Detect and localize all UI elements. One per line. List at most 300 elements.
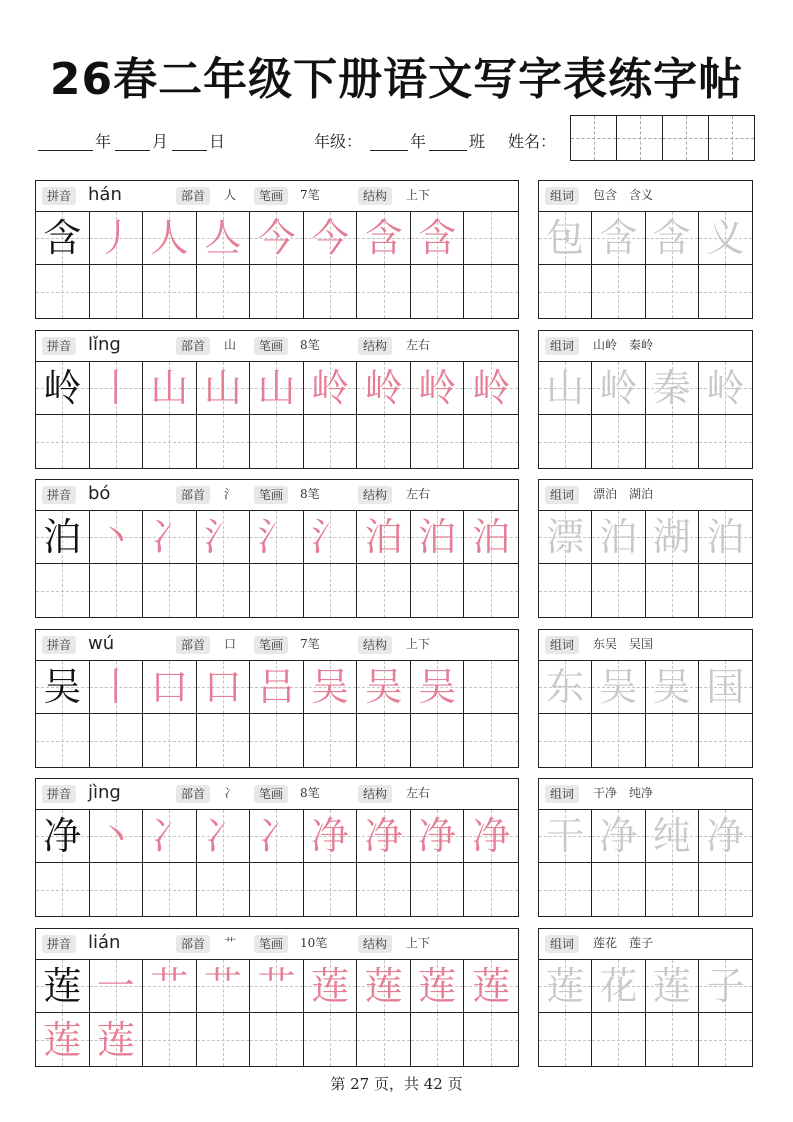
- practice-cell[interactable]: [357, 863, 411, 916]
- practice-cell[interactable]: [464, 564, 518, 617]
- practice-cell[interactable]: [90, 415, 144, 468]
- practice-cell[interactable]: [411, 511, 465, 564]
- word-cell[interactable]: [539, 661, 592, 714]
- word-cell[interactable]: [646, 265, 699, 318]
- practice-cell[interactable]: [143, 212, 197, 265]
- stroke-step: 艹: [203, 964, 242, 1008]
- practice-cell[interactable]: [357, 415, 411, 468]
- word-cell[interactable]: [539, 212, 592, 265]
- word-cell[interactable]: [539, 810, 592, 863]
- word-cell[interactable]: [699, 661, 752, 714]
- word-cell[interactable]: [646, 511, 699, 564]
- trace-character: 吴: [652, 665, 691, 709]
- stroke-step: 含: [418, 216, 457, 260]
- character-block: [35, 180, 519, 319]
- words-row: [539, 265, 752, 318]
- words-block: [538, 778, 753, 917]
- practice-cell[interactable]: [143, 863, 197, 916]
- word-cell[interactable]: [539, 1013, 592, 1066]
- stroke-step: 岭: [311, 366, 350, 410]
- stroke-step: 泊: [364, 515, 403, 559]
- year-label: 年: [95, 132, 112, 151]
- practice-cell[interactable]: [357, 212, 411, 265]
- stroke-step: 净: [472, 814, 511, 858]
- practice-row: [36, 362, 518, 415]
- trace-character: 泊: [599, 515, 638, 559]
- practice-cell[interactable]: [143, 564, 197, 617]
- practice-cell[interactable]: [464, 863, 518, 916]
- pinyin-label: 拼音: [42, 337, 76, 355]
- word-cell[interactable]: [539, 960, 592, 1013]
- name-grid[interactable]: [570, 115, 755, 161]
- word-cell[interactable]: [646, 863, 699, 916]
- word-cell[interactable]: [592, 661, 645, 714]
- practice-cell[interactable]: [197, 714, 251, 767]
- word-cell[interactable]: [646, 714, 699, 767]
- radical-value: 人: [224, 188, 237, 202]
- stroke-step: 山: [203, 366, 242, 410]
- stroke-step: 氵: [257, 515, 296, 559]
- practice-cell[interactable]: [250, 810, 304, 863]
- stroke-step: 岭: [364, 366, 403, 410]
- practice-cell[interactable]: [90, 564, 144, 617]
- trace-character: 花: [599, 964, 638, 1008]
- word-cell[interactable]: [592, 212, 645, 265]
- practice-row: [36, 810, 518, 863]
- stroke-step: 口: [203, 665, 242, 709]
- practice-cell[interactable]: [197, 1013, 251, 1066]
- character-block: [35, 778, 519, 917]
- practice-cell[interactable]: [357, 714, 411, 767]
- words-row: [539, 960, 752, 1013]
- practice-cell[interactable]: [36, 511, 90, 564]
- words-row: [539, 564, 752, 617]
- words-label: 组词: [545, 486, 579, 504]
- stroke-step: 含: [364, 216, 403, 260]
- trace-character: 秦: [652, 366, 691, 410]
- word-cell[interactable]: [699, 564, 752, 617]
- character-block: [35, 928, 519, 1067]
- word-cell[interactable]: [592, 810, 645, 863]
- word-cell[interactable]: [699, 810, 752, 863]
- words-label: 组词: [545, 337, 579, 355]
- pinyin-value: lián: [88, 932, 121, 953]
- practice-cell[interactable]: [36, 265, 90, 318]
- practice-cell[interactable]: [250, 863, 304, 916]
- strokes-value: 7笔: [300, 637, 320, 651]
- word-cell[interactable]: [646, 1013, 699, 1066]
- words-value: 东吴 吴国: [593, 637, 654, 651]
- word-cell[interactable]: [699, 415, 752, 468]
- class-label: 班: [469, 132, 486, 151]
- strokes-value: 8笔: [300, 338, 320, 352]
- practice-cell[interactable]: [90, 810, 144, 863]
- strokes-label: 笔画: [254, 785, 288, 803]
- practice-cell[interactable]: [357, 661, 411, 714]
- word-cell[interactable]: [592, 362, 645, 415]
- structure-value: 上下: [406, 936, 431, 950]
- character-header: [36, 779, 518, 810]
- trace-character: 净: [706, 814, 745, 858]
- practice-cell[interactable]: [411, 714, 465, 767]
- practice-cell[interactable]: [197, 661, 251, 714]
- word-cell[interactable]: [699, 265, 752, 318]
- practice-cell[interactable]: [90, 661, 144, 714]
- pinyin-label: 拼音: [42, 486, 76, 504]
- practice-cell[interactable]: [197, 511, 251, 564]
- trace-character: 包: [546, 216, 585, 260]
- practice-cell[interactable]: [197, 960, 251, 1013]
- name-cell[interactable]: [571, 116, 617, 160]
- practice-cell[interactable]: [304, 810, 358, 863]
- name-cell[interactable]: [663, 116, 709, 160]
- practice-cell[interactable]: [464, 1013, 518, 1066]
- stroke-step: 人: [150, 216, 189, 260]
- practice-cell[interactable]: [357, 1013, 411, 1066]
- practice-cell[interactable]: [36, 810, 90, 863]
- stroke-step: 吴: [364, 665, 403, 709]
- model-character: 岭: [43, 366, 82, 410]
- word-cell[interactable]: [699, 511, 752, 564]
- stroke-step: 山: [257, 366, 296, 410]
- words-row: [539, 810, 752, 863]
- practice-row: [36, 1013, 518, 1066]
- practice-row: [36, 863, 518, 916]
- practice-cell[interactable]: [464, 415, 518, 468]
- words-label: 组词: [545, 636, 579, 654]
- trace-character: 子: [706, 964, 745, 1008]
- stroke-step: 艹: [150, 964, 189, 1008]
- word-cell[interactable]: [592, 863, 645, 916]
- trace-character: 漂: [546, 515, 585, 559]
- stroke-step: 莲: [472, 964, 511, 1008]
- practice-cell[interactable]: [304, 1013, 358, 1066]
- practice-cell[interactable]: [304, 265, 358, 318]
- practice-cell[interactable]: [197, 863, 251, 916]
- structure-label: 结构: [358, 785, 392, 803]
- stroke-step: 一: [96, 964, 135, 1008]
- stroke-step: 亼: [203, 216, 242, 260]
- practice-cell[interactable]: [143, 511, 197, 564]
- word-cell[interactable]: [592, 415, 645, 468]
- stroke-step: 今: [257, 216, 296, 260]
- practice-cell[interactable]: [250, 1013, 304, 1066]
- strokes-label: 笔画: [254, 935, 288, 953]
- word-cell[interactable]: [699, 362, 752, 415]
- month-blank[interactable]: [115, 130, 150, 151]
- trace-character: 含: [599, 216, 638, 260]
- word-cell[interactable]: [699, 1013, 752, 1066]
- radical-value: 口: [224, 637, 237, 651]
- practice-cell[interactable]: [36, 661, 90, 714]
- trace-character: 吴: [599, 665, 638, 709]
- practice-cell[interactable]: [36, 212, 90, 265]
- page-title: 26春二年级下册语文写字表练字帖: [49, 54, 744, 105]
- practice-cell[interactable]: [411, 362, 465, 415]
- word-cell[interactable]: [592, 1013, 645, 1066]
- word-cell[interactable]: [646, 960, 699, 1013]
- radical-label: 部首: [176, 337, 210, 355]
- practice-cell[interactable]: [464, 362, 518, 415]
- pinyin-value: wú: [88, 633, 115, 654]
- practice-cell[interactable]: [304, 960, 358, 1013]
- practice-cell[interactable]: [36, 960, 90, 1013]
- character-header: [36, 331, 518, 362]
- pinyin-value: bó: [88, 483, 111, 504]
- radical-label: 部首: [176, 187, 210, 205]
- word-cell[interactable]: [539, 415, 592, 468]
- practice-cell[interactable]: [411, 564, 465, 617]
- trace-character: 东: [546, 665, 585, 709]
- character-header: [36, 181, 518, 212]
- pinyin-value: lǐng: [88, 334, 121, 355]
- word-cell[interactable]: [539, 564, 592, 617]
- practice-cell[interactable]: [36, 714, 90, 767]
- stroke-step: 丨: [96, 665, 135, 709]
- strokes-value: 10笔: [300, 936, 328, 950]
- practice-cell[interactable]: [36, 863, 90, 916]
- stroke-step: 冫: [150, 814, 189, 858]
- pinyin-label: 拼音: [42, 636, 76, 654]
- words-row: [539, 212, 752, 265]
- trace-character: 湖: [652, 515, 691, 559]
- practice-cell[interactable]: [250, 564, 304, 617]
- word-cell[interactable]: [699, 212, 752, 265]
- practice-cell[interactable]: [143, 362, 197, 415]
- stroke-step: 岭: [472, 366, 511, 410]
- strokes-label: 笔画: [254, 187, 288, 205]
- practice-cell[interactable]: [197, 265, 251, 318]
- practice-row: [36, 511, 518, 564]
- practice-cell[interactable]: [357, 265, 411, 318]
- practice-cell[interactable]: [411, 661, 465, 714]
- trace-character: 泊: [706, 515, 745, 559]
- practice-cell[interactable]: [304, 511, 358, 564]
- words-label: 组词: [545, 187, 579, 205]
- grade-label: 年级：: [314, 132, 363, 151]
- trace-character: 干: [546, 814, 585, 858]
- practice-cell[interactable]: [304, 415, 358, 468]
- radical-value: 艹: [224, 936, 237, 950]
- structure-value: 左右: [406, 786, 431, 800]
- stroke-step: 山: [150, 366, 189, 410]
- words-row: [539, 415, 752, 468]
- words-block: [538, 629, 753, 768]
- practice-cell[interactable]: [304, 564, 358, 617]
- practice-cell[interactable]: [411, 265, 465, 318]
- page-footer: 第 27 页，共 42 页: [330, 1075, 463, 1093]
- words-header: [539, 779, 752, 810]
- practice-cell[interactable]: [304, 212, 358, 265]
- word-cell[interactable]: [592, 564, 645, 617]
- word-cell[interactable]: [699, 960, 752, 1013]
- word-cell[interactable]: [646, 810, 699, 863]
- practice-cell[interactable]: [357, 810, 411, 863]
- practice-cell[interactable]: [90, 511, 144, 564]
- practice-cell[interactable]: [36, 415, 90, 468]
- practice-cell[interactable]: [304, 863, 358, 916]
- word-cell[interactable]: [646, 415, 699, 468]
- practice-cell[interactable]: [464, 661, 518, 714]
- word-cell[interactable]: [539, 863, 592, 916]
- stroke-step: 吴: [418, 665, 457, 709]
- practice-cell[interactable]: [357, 960, 411, 1013]
- words-block: [538, 479, 753, 618]
- practice-cell[interactable]: [250, 362, 304, 415]
- structure-label: 结构: [358, 636, 392, 654]
- practice-cell[interactable]: [90, 863, 144, 916]
- practice-cell[interactable]: [197, 564, 251, 617]
- practice-cell[interactable]: [90, 714, 144, 767]
- stroke-step: 净: [311, 814, 350, 858]
- word-cell[interactable]: [539, 265, 592, 318]
- practice-cell[interactable]: [143, 960, 197, 1013]
- strokes-value: 8笔: [300, 786, 320, 800]
- word-cell[interactable]: [699, 714, 752, 767]
- word-cell[interactable]: [646, 564, 699, 617]
- practice-cell[interactable]: [411, 960, 465, 1013]
- stroke-step: 丶: [96, 814, 135, 858]
- stroke-step: 氵: [203, 515, 242, 559]
- practice-cell[interactable]: [143, 661, 197, 714]
- practice-cell[interactable]: [250, 415, 304, 468]
- words-block: [538, 180, 753, 319]
- practice-cell[interactable]: [464, 960, 518, 1013]
- practice-cell[interactable]: [36, 362, 90, 415]
- practice-cell[interactable]: [143, 810, 197, 863]
- practice-cell[interactable]: [464, 810, 518, 863]
- character-block: [35, 629, 519, 768]
- practice-cell[interactable]: [90, 265, 144, 318]
- strokes-label: 笔画: [254, 486, 288, 504]
- practice-cell[interactable]: [250, 265, 304, 318]
- day-label: 日: [209, 132, 226, 151]
- practice-cell[interactable]: [250, 212, 304, 265]
- practice-cell[interactable]: [250, 511, 304, 564]
- model-character: 泊: [43, 515, 82, 559]
- practice-cell[interactable]: [411, 212, 465, 265]
- practice-cell[interactable]: [143, 415, 197, 468]
- practice-cell[interactable]: [304, 714, 358, 767]
- practice-cell[interactable]: [250, 661, 304, 714]
- practice-cell[interactable]: [250, 714, 304, 767]
- practice-cell[interactable]: [464, 212, 518, 265]
- practice-cell[interactable]: [250, 960, 304, 1013]
- practice-cell[interactable]: [143, 1013, 197, 1066]
- practice-cell[interactable]: [357, 511, 411, 564]
- stroke-step: 丨: [96, 366, 135, 410]
- practice-cell[interactable]: [464, 511, 518, 564]
- practice-cell[interactable]: [411, 415, 465, 468]
- stroke-step: 丿: [96, 216, 135, 260]
- grade-blank[interactable]: [370, 130, 408, 151]
- structure-value: 左右: [406, 338, 431, 352]
- word-cell[interactable]: [539, 714, 592, 767]
- stroke-step: 艹: [257, 964, 296, 1008]
- words-block: [538, 330, 753, 469]
- practice-cell[interactable]: [143, 265, 197, 318]
- radical-label: 部首: [176, 486, 210, 504]
- word-cell[interactable]: [539, 511, 592, 564]
- stroke-step: 净: [418, 814, 457, 858]
- practice-cell[interactable]: [90, 362, 144, 415]
- practice-cell[interactable]: [197, 810, 251, 863]
- practice-cell[interactable]: [464, 714, 518, 767]
- practice-cell[interactable]: [36, 564, 90, 617]
- class-blank[interactable]: [429, 130, 467, 151]
- trace-character: 纯: [652, 814, 691, 858]
- practice-cell[interactable]: [411, 810, 465, 863]
- word-cell[interactable]: [592, 714, 645, 767]
- practice-cell[interactable]: [304, 661, 358, 714]
- word-cell[interactable]: [592, 960, 645, 1013]
- practice-cell[interactable]: [464, 265, 518, 318]
- words-block: [538, 928, 753, 1067]
- words-value: 包含 含义: [593, 188, 654, 202]
- pinyin-label: 拼音: [42, 785, 76, 803]
- words-row: [539, 362, 752, 415]
- practice-cell[interactable]: [411, 1013, 465, 1066]
- word-cell[interactable]: [592, 511, 645, 564]
- structure-value: 上下: [406, 637, 431, 651]
- practice-cell[interactable]: [304, 362, 358, 415]
- practice-cell[interactable]: [411, 863, 465, 916]
- practice-cell[interactable]: [197, 362, 251, 415]
- words-value: 干净 纯净: [593, 786, 654, 800]
- word-cell[interactable]: [592, 265, 645, 318]
- stroke-step: 莲: [418, 964, 457, 1008]
- character-block: [35, 479, 519, 618]
- word-cell[interactable]: [646, 362, 699, 415]
- words-value: 漂泊 湖泊: [593, 487, 654, 501]
- words-row: [539, 661, 752, 714]
- words-row: [539, 511, 752, 564]
- character-block: [35, 330, 519, 469]
- practice-cell[interactable]: [357, 362, 411, 415]
- name-cell[interactable]: [617, 116, 663, 160]
- trace-character: 莲: [652, 964, 691, 1008]
- practice-cell[interactable]: [90, 1013, 144, 1066]
- trace-character: 净: [599, 814, 638, 858]
- year-blank[interactable]: [38, 130, 93, 151]
- practice-cell[interactable]: [90, 960, 144, 1013]
- strokes-label: 笔画: [254, 636, 288, 654]
- practice-cell[interactable]: [197, 415, 251, 468]
- character-header: [36, 929, 518, 960]
- day-blank[interactable]: [172, 130, 207, 151]
- words-value: 莲花 莲子: [593, 936, 654, 950]
- stroke-step: 口: [150, 665, 189, 709]
- trace-character: 国: [706, 665, 745, 709]
- practice-cell[interactable]: [197, 212, 251, 265]
- radical-label: 部首: [176, 935, 210, 953]
- model-character: 净: [43, 814, 82, 858]
- word-cell[interactable]: [539, 362, 592, 415]
- word-cell[interactable]: [646, 661, 699, 714]
- stroke-step: 莲: [311, 964, 350, 1008]
- stroke-step: 莲: [96, 1017, 135, 1062]
- practice-cell[interactable]: [143, 714, 197, 767]
- word-cell[interactable]: [646, 212, 699, 265]
- words-header: [539, 480, 752, 511]
- practice-cell[interactable]: [90, 212, 144, 265]
- practice-cell[interactable]: [36, 1013, 90, 1066]
- stroke-step: 泊: [418, 515, 457, 559]
- trace-character: 山: [546, 366, 585, 410]
- word-cell[interactable]: [699, 863, 752, 916]
- practice-cell[interactable]: [357, 564, 411, 617]
- name-cell[interactable]: [709, 116, 754, 160]
